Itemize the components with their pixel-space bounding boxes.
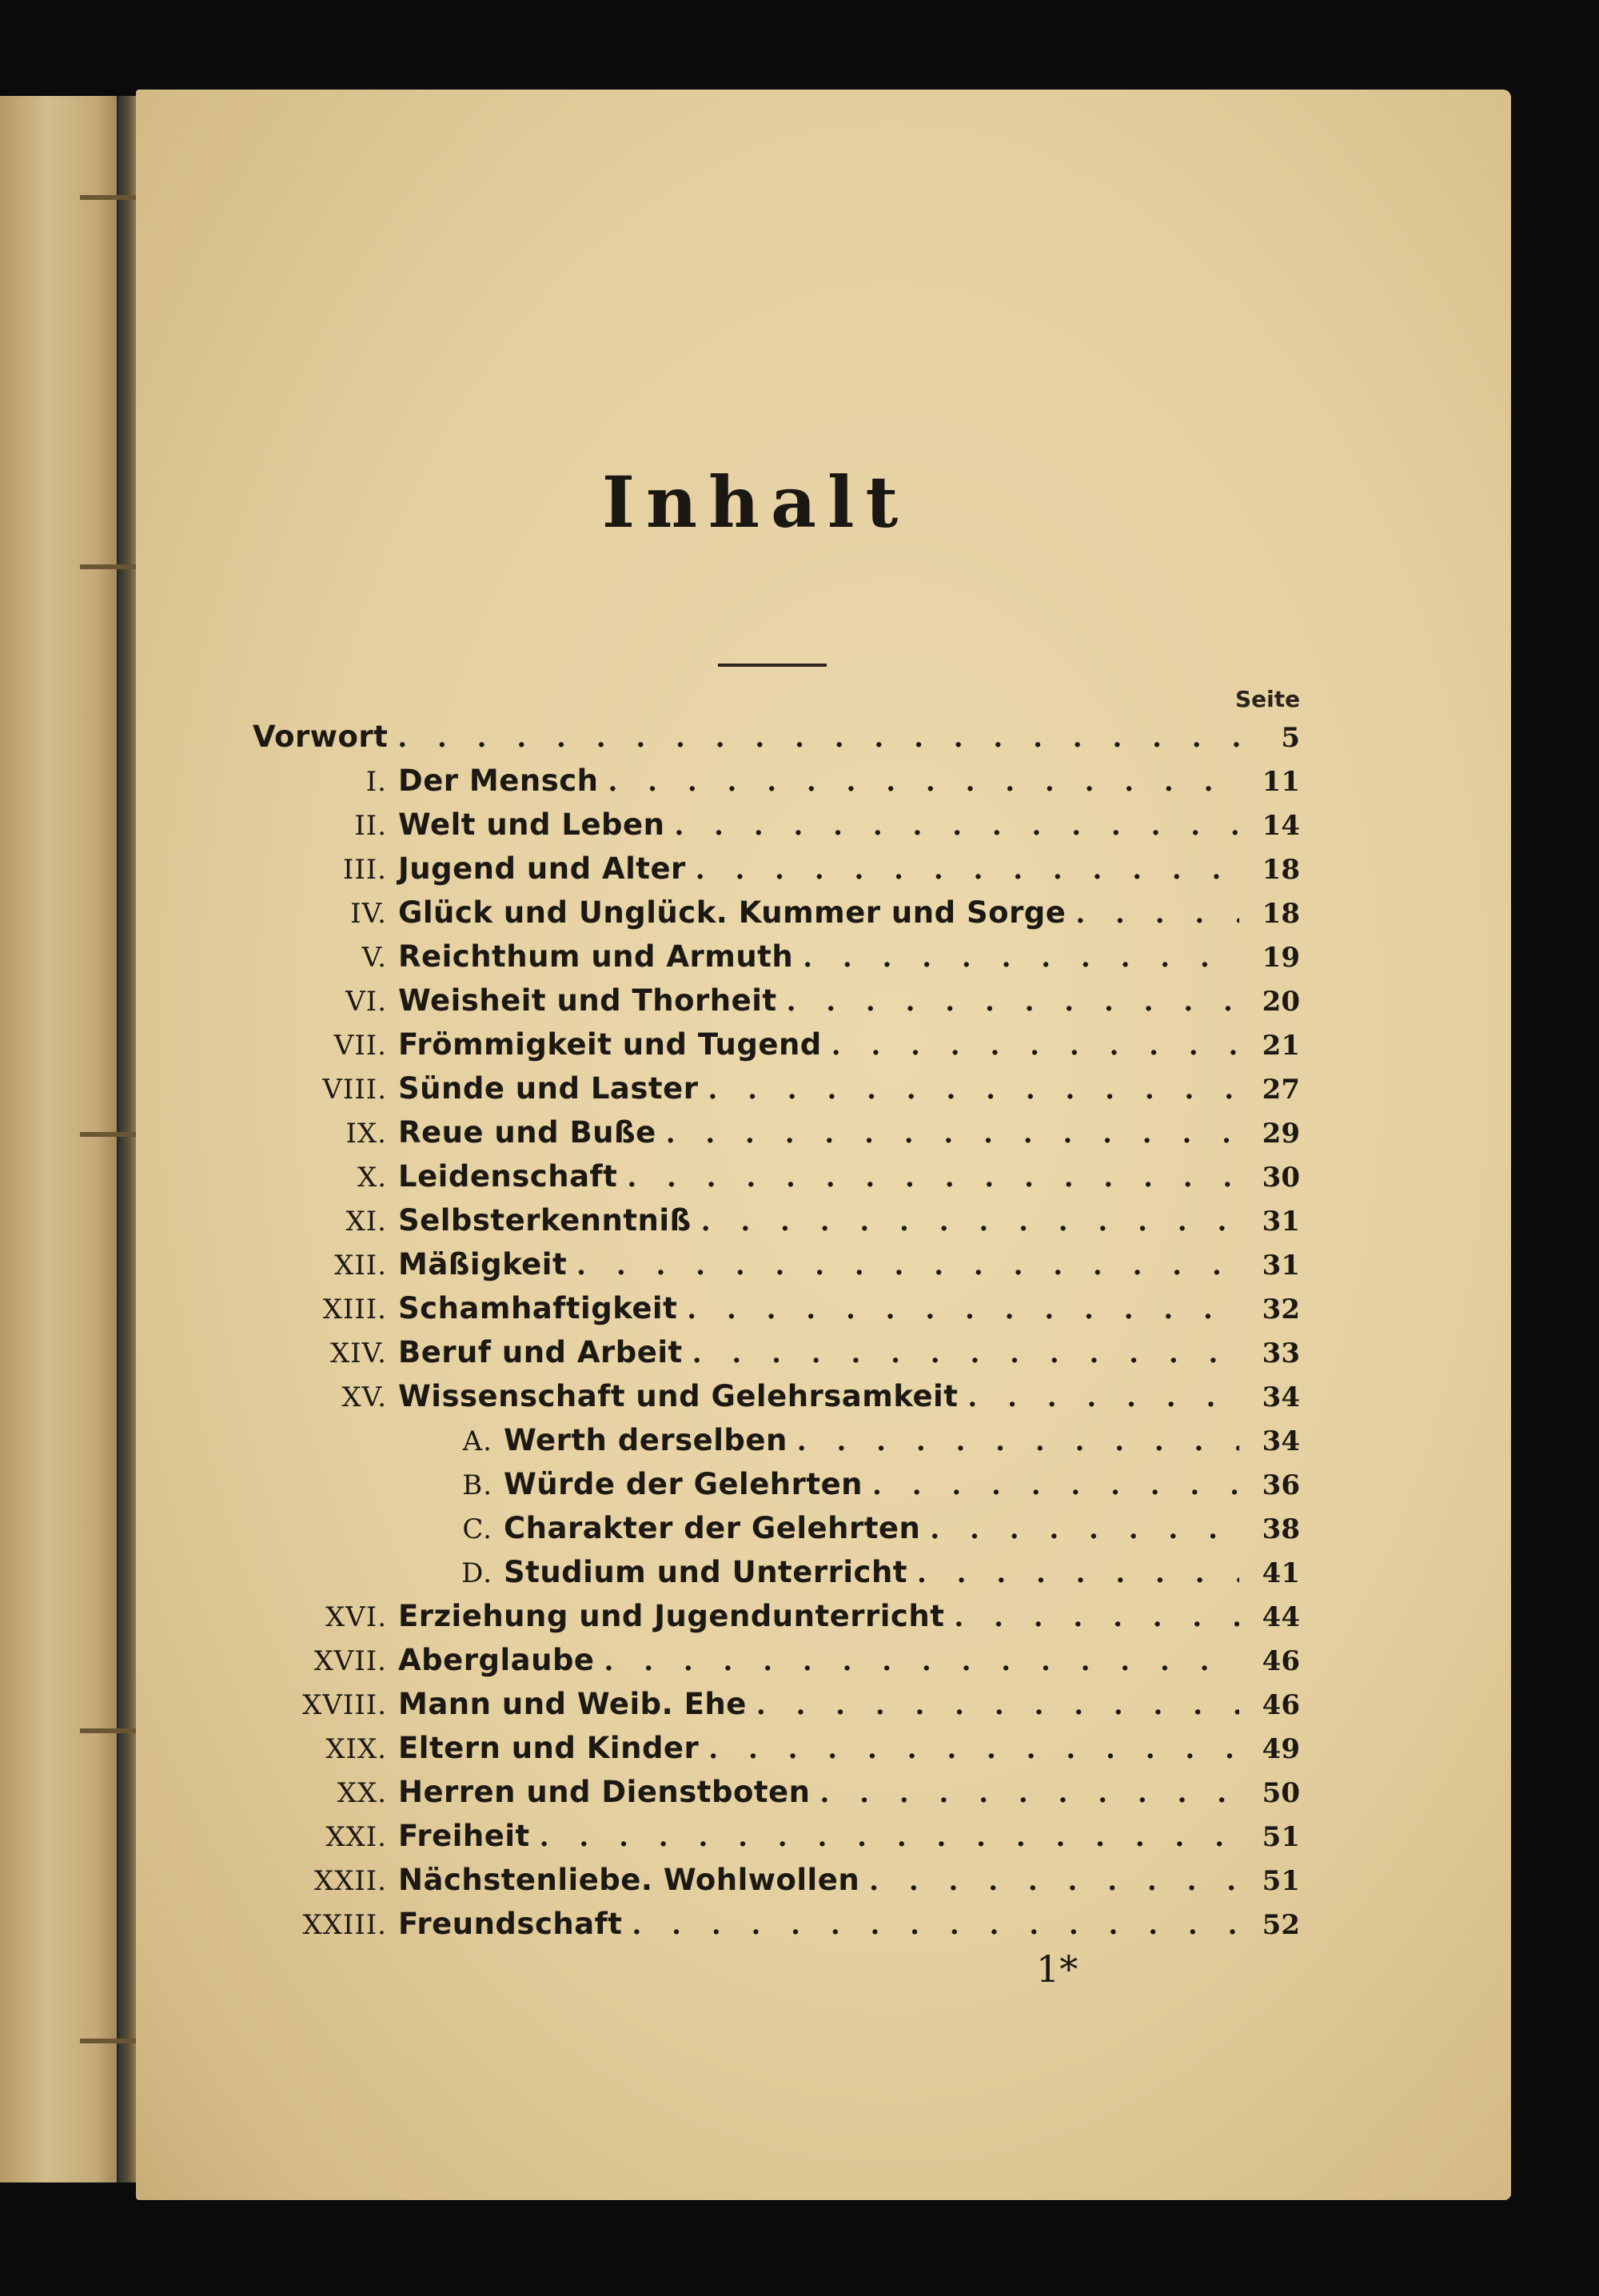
toc-entry-title: Mann und Weib. Ehe: [398, 1687, 747, 1721]
toc-entry-title: Herren und Dienstboten: [398, 1775, 811, 1809]
toc-entry-page: 46: [1262, 1689, 1300, 1721]
leader-dots: [576, 1250, 1239, 1282]
toc-entry-page: 18: [1262, 898, 1300, 930]
toc-subentry: [253, 1467, 1300, 1509]
page-column-label: Seite: [1235, 686, 1301, 712]
toc-entry: [253, 1291, 1300, 1333]
toc-entry: [253, 807, 1300, 849]
leader-dots: [756, 1689, 1239, 1721]
toc-entry-page: 34: [1262, 1425, 1300, 1457]
toc-entry-page: 21: [1262, 1030, 1300, 1062]
leader-dots: [872, 1469, 1239, 1501]
leader-dots: [540, 1821, 1239, 1853]
leader-dots: [1075, 898, 1239, 930]
toc-entry-title: Welt und Leben: [398, 807, 665, 842]
toc-entry-title: Studium und Unterricht: [504, 1555, 907, 1589]
toc-entry-title: Vorwort: [253, 719, 389, 754]
toc-entry-title: Reichthum und Armuth: [398, 939, 794, 974]
toc-entry-title: Schamhaftigkeit: [398, 1291, 678, 1325]
toc-entry-page: 49: [1262, 1733, 1300, 1765]
toc-entry-page: 27: [1262, 1074, 1300, 1106]
toc-entry: [253, 1599, 1300, 1640]
toc-entry-number: II.: [354, 810, 387, 842]
toc-entry-title: Selbsterkenntniß: [398, 1203, 692, 1238]
toc-entry-page: 18: [1262, 854, 1300, 886]
toc-entry-page: 11: [1262, 766, 1300, 798]
toc-entry: [253, 1907, 1300, 1948]
toc-entry: [253, 1379, 1300, 1421]
toc-entry-title: Charakter der Gelehrten: [504, 1511, 921, 1545]
toc-entry: [253, 895, 1300, 937]
leader-dots: [687, 1293, 1239, 1325]
toc-entry: [253, 719, 1300, 761]
toc-entry: [253, 1159, 1300, 1201]
toc-entry-title: Weisheit und Thorheit: [398, 983, 777, 1018]
toc-entry-number: A.: [462, 1425, 492, 1457]
toc-entry-page: 33: [1262, 1337, 1300, 1369]
leader-dots: [604, 1645, 1239, 1677]
leader-dots: [632, 1909, 1239, 1941]
toc-entry: [253, 1863, 1300, 1904]
toc-entry: [253, 1687, 1300, 1728]
toc-entry-number: XV.: [341, 1381, 387, 1413]
toc-entry: [253, 1775, 1300, 1816]
toc-subentry: [253, 1423, 1300, 1465]
toc-entry-title: Beruf und Arbeit: [398, 1335, 683, 1369]
title-divider: [718, 664, 827, 667]
page-title: Inhalt: [601, 460, 910, 544]
toc-entry-page: 46: [1262, 1645, 1300, 1677]
toc-entry-title: Frömmigkeit und Tugend: [398, 1027, 822, 1062]
toc-entry-title: Erziehung und Jugendunterricht: [398, 1599, 945, 1633]
toc-entry-number: VI.: [345, 986, 387, 1018]
toc-entry-page: 29: [1262, 1118, 1300, 1150]
toc-entry-page: 31: [1262, 1250, 1300, 1282]
toc-entry: [253, 1027, 1300, 1069]
leader-dots: [797, 1425, 1239, 1457]
leader-dots: [692, 1337, 1239, 1369]
leader-dots: [787, 986, 1239, 1018]
toc-entry-number: XXIII.: [302, 1909, 387, 1941]
toc-entry-title: Der Mensch: [398, 763, 599, 798]
toc-entry-number: XIX.: [325, 1733, 387, 1765]
toc-entry: [253, 939, 1300, 981]
toc-entry-page: 34: [1262, 1381, 1300, 1413]
toc-entry-number: XXI.: [325, 1821, 387, 1853]
toc-entry: [253, 1247, 1300, 1289]
toc-entry-page: 19: [1262, 942, 1300, 974]
toc-entry-page: 36: [1262, 1469, 1300, 1501]
toc-entry: [253, 1335, 1300, 1377]
toc-entry-number: IX.: [345, 1118, 387, 1150]
toc-entry-page: 14: [1262, 810, 1300, 842]
toc-entry: [253, 1071, 1300, 1113]
leader-dots: [708, 1074, 1239, 1106]
leader-dots: [820, 1777, 1240, 1809]
leader-dots: [666, 1118, 1239, 1150]
toc-entry-title: Mäßigkeit: [398, 1247, 568, 1282]
toc-entry-title: Leidenschaft: [398, 1159, 618, 1194]
toc-entry: [253, 763, 1300, 805]
toc-entry-page: 31: [1262, 1206, 1300, 1238]
toc-entry-number: XXII.: [313, 1865, 387, 1897]
leader-dots: [803, 942, 1239, 974]
toc-entry-page: 30: [1262, 1162, 1300, 1194]
leader-dots: [930, 1513, 1239, 1545]
toc-entry-title: Werth derselben: [504, 1423, 788, 1457]
toc-entry-page: 44: [1262, 1601, 1300, 1633]
toc-entry-number: IV.: [350, 898, 387, 930]
toc-entry-title: Jugend und Alter: [398, 851, 686, 886]
leader-dots: [674, 810, 1239, 842]
leader-dots: [627, 1162, 1239, 1194]
previous-page-edge: [0, 96, 120, 2182]
toc-entry-page: 52: [1262, 1909, 1300, 1941]
toc-entry-number: I.: [365, 766, 387, 798]
toc-entry-number: XVI.: [325, 1601, 387, 1633]
leader-dots: [831, 1030, 1239, 1062]
toc-entry: [253, 1643, 1300, 1684]
leader-dots: [397, 722, 1239, 754]
toc-entry-page: 50: [1262, 1777, 1300, 1809]
leader-dots: [708, 1733, 1239, 1765]
toc-entry-number: XIII.: [322, 1293, 387, 1325]
toc-entry-number: VIII.: [322, 1074, 387, 1106]
toc-entry-number: X.: [357, 1162, 387, 1194]
toc-entry-number: B.: [462, 1469, 492, 1501]
toc-entry-page: 32: [1262, 1293, 1300, 1325]
toc-entry-number: XIV.: [329, 1337, 387, 1369]
leader-dots: [608, 766, 1240, 798]
toc-entry-title: Wissenschaft und Gelehrsamkeit: [398, 1379, 959, 1413]
toc-entry-page: 20: [1262, 986, 1300, 1018]
toc-entry-number: XII.: [334, 1250, 387, 1282]
toc-entry: [253, 851, 1300, 893]
toc-entry-number: XVIII.: [302, 1689, 387, 1721]
toc-entry-number: D.: [461, 1557, 492, 1589]
toc-entry-title: Eltern und Kinder: [398, 1731, 700, 1765]
toc-entry-number: XI.: [345, 1206, 387, 1238]
toc-entry-title: Würde der Gelehrten: [504, 1467, 863, 1501]
toc-entry-page: 41: [1262, 1557, 1300, 1589]
toc-entry-page: 51: [1262, 1821, 1300, 1853]
toc-entry-number: V.: [361, 942, 387, 974]
leader-dots: [696, 854, 1239, 886]
toc-entry-page: 5: [1281, 722, 1300, 754]
toc-entry-title: Reue und Buße: [398, 1115, 656, 1150]
toc-entry-title: Nächstenliebe. Wohlwollen: [398, 1863, 860, 1897]
toc-entry-page: 38: [1262, 1513, 1300, 1545]
leader-dots: [917, 1557, 1239, 1589]
leader-dots: [954, 1601, 1239, 1633]
toc-subentry: [253, 1555, 1300, 1596]
toc-entry-title: Freundschaft: [398, 1907, 623, 1941]
toc-entry-title: Freiheit: [398, 1819, 530, 1853]
leader-dots: [869, 1865, 1239, 1897]
toc-entry-title: Glück und Unglück. Kummer und Sorge: [398, 895, 1067, 930]
toc-entry: [253, 1115, 1300, 1157]
leader-dots: [967, 1381, 1239, 1413]
toc-entry-number: VII.: [333, 1030, 387, 1062]
toc-entry-number: C.: [462, 1513, 492, 1545]
signature-mark: 1*: [1036, 1947, 1079, 1991]
toc-entry-number: XX.: [337, 1777, 387, 1809]
toc-entry-page: 51: [1262, 1865, 1300, 1897]
toc-entry: [253, 1731, 1300, 1772]
toc-entry-number: XVII.: [313, 1645, 387, 1677]
toc-entry: [253, 1819, 1300, 1860]
toc-entry-title: Sünde und Laster: [398, 1071, 699, 1106]
toc-entry-number: III.: [342, 854, 387, 886]
leader-dots: [701, 1206, 1239, 1238]
toc-entry: [253, 1203, 1300, 1245]
toc-entry: [253, 983, 1300, 1025]
toc-entry-title: Aberglaube: [398, 1643, 595, 1677]
toc-subentry: [253, 1511, 1300, 1553]
